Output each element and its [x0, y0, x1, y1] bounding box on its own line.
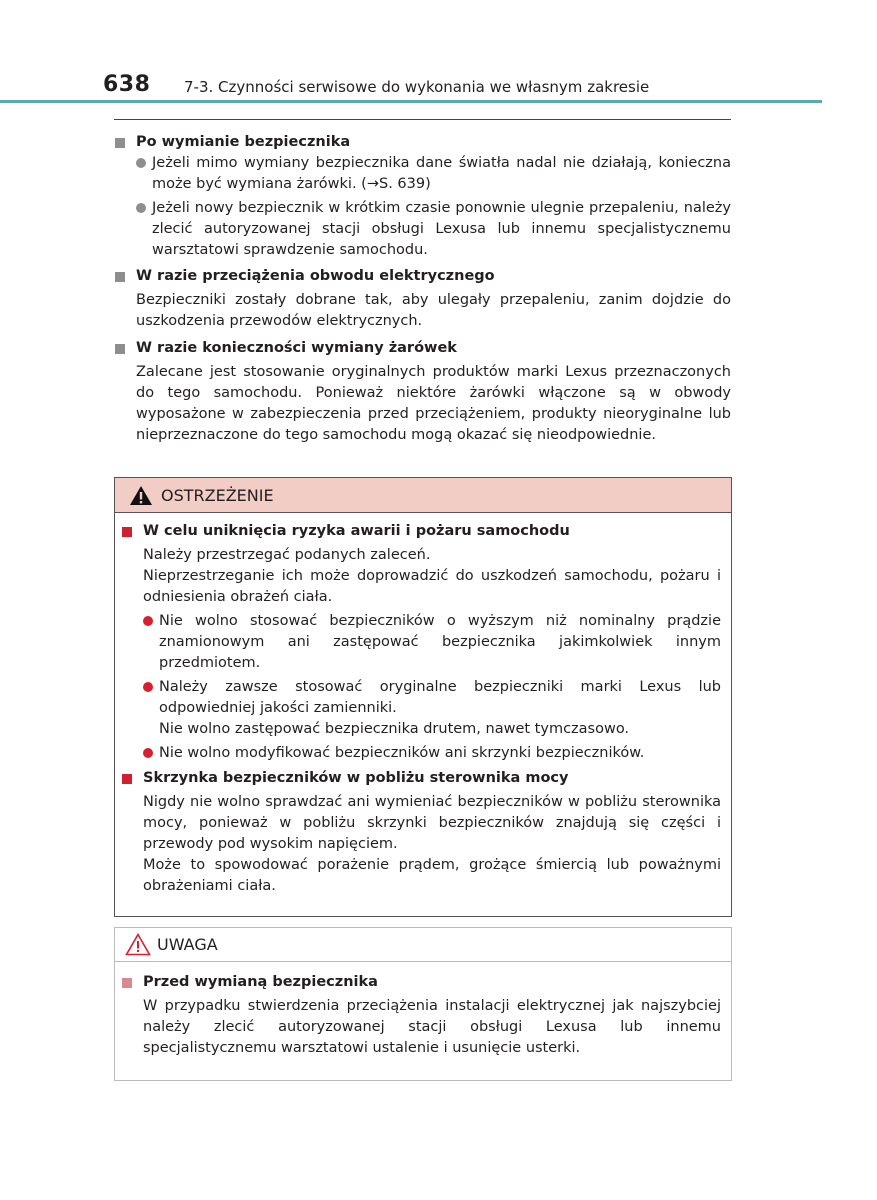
- warning-text: Należy przestrzegać podanych zaleceń.: [143, 547, 431, 563]
- warning-text: Nigdy nie wolno sprawdzać ani wymieniać bezpieczników w pobliżu sterownika mocy, ponieważ w pobliżu skrzynki bezpieczników znajdują się części i przewody pod wysokim napięciem.: [143, 794, 721, 852]
- caution-heading: Przed wymianą bezpiecznika: [121, 972, 721, 993]
- page-number: 638: [103, 72, 151, 97]
- warning-text: Może to spowodować porażenie prądem, grożące śmiercią lub poważnymi obrażeniami ciała.: [143, 857, 721, 894]
- round-bullet-icon: [143, 682, 153, 692]
- caution-triangle-icon: [125, 933, 151, 956]
- section-text: Bezpieczniki zostały dobrane tak, aby ulegały przepaleniu, zanim dojdzie do uszkodzenia przewodów elektrycznych.: [136, 292, 731, 329]
- round-bullet-icon: [136, 203, 146, 213]
- caution-title: UWAGA: [157, 935, 218, 954]
- warning-item-heading: Skrzynka bezpieczników w pobliżu sterownika mocy: [121, 768, 721, 789]
- caution-box: [114, 927, 732, 1081]
- square-bullet-icon: [115, 272, 125, 282]
- warning-header: [115, 478, 731, 513]
- header-rule: [0, 100, 822, 103]
- list-item: Jeżeli nowy bezpiecznik w krótkim czasie ponownie ulegnie przepaleniu, należy zlecić autoryzowanej stacji obsługi Lexusa lub innemu specjalistycznemu warsztatowi sprawdzenie samochodu.: [136, 198, 731, 261]
- content-rule: [114, 119, 731, 120]
- warning-body: [115, 513, 731, 897]
- caution-header: [115, 928, 731, 962]
- warning-text: Nieprzestrzeganie ich może doprowadzić do uszkodzeń samochodu, pożaru i odniesienia obrażeń ciała.: [143, 568, 721, 605]
- chapter-title: 7-3. Czynności serwisowe do wykonania we własnym zakresie: [184, 78, 650, 96]
- warning-title: OSTRZEŻENIE: [161, 485, 274, 505]
- main-content: [114, 128, 731, 446]
- list-item: Nie wolno modyfikować bezpieczników ani skrzynki bezpieczników.: [143, 743, 721, 764]
- square-bullet-icon: [122, 527, 132, 537]
- list-item: Jeżeli mimo wymiany bezpiecznika dane światła nadal nie działają, konieczna może być wymiana żarówki. (→S. 639): [136, 153, 731, 195]
- square-bullet-icon: [122, 774, 132, 784]
- caution-body: [115, 962, 731, 1059]
- round-bullet-icon: [143, 616, 153, 626]
- square-bullet-icon: [115, 138, 125, 148]
- section-heading: W razie przeciążenia obwodu elektrycznego: [114, 266, 731, 287]
- list-item: Należy zawsze stosować oryginalne bezpieczniki marki Lexus lub odpowiedniej jakości zamienniki. Nie wolno zastępować bezpiecznika drutem, nawet tymczasowo.: [143, 677, 721, 740]
- warning-triangle-icon: [129, 485, 153, 506]
- caution-text: W przypadku stwierdzenia przeciążenia instalacji elektrycznej jak najszybciej należy zlecić autoryzowanej stacji obsługi Lexusa lub innemu specjalistycznemu warsztatowi ustalenie i usunięcie usterki.: [143, 998, 721, 1056]
- warning-box: [114, 477, 732, 917]
- page-header: [0, 72, 877, 106]
- round-bullet-icon: [136, 158, 146, 168]
- list-item: Nie wolno stosować bezpieczników o wyższym niż nominalny prądzie znamionowym ani zastępować bezpiecznika jakimkolwiek innym przedmiotem.: [143, 611, 721, 674]
- warning-item-heading: W celu uniknięcia ryzyka awarii i pożaru samochodu: [121, 521, 721, 542]
- round-bullet-icon: [143, 748, 153, 758]
- section-text: Zalecane jest stosowanie oryginalnych produktów marki Lexus przeznaczonych do tego samochodu. Ponieważ niektóre żarówki włączone są w obwody wyposażone w zabezpieczenia przed przeciążeniem, produkty nieoryginalne lub nieprzeznaczone do tego samochodu mogą okazać się nieodpowiednie.: [136, 364, 731, 443]
- section-heading: Po wymianie bezpiecznika: [114, 132, 731, 153]
- square-bullet-icon: [122, 978, 132, 988]
- square-bullet-icon: [115, 344, 125, 354]
- section-heading: W razie konieczności wymiany żarówek: [114, 338, 731, 359]
